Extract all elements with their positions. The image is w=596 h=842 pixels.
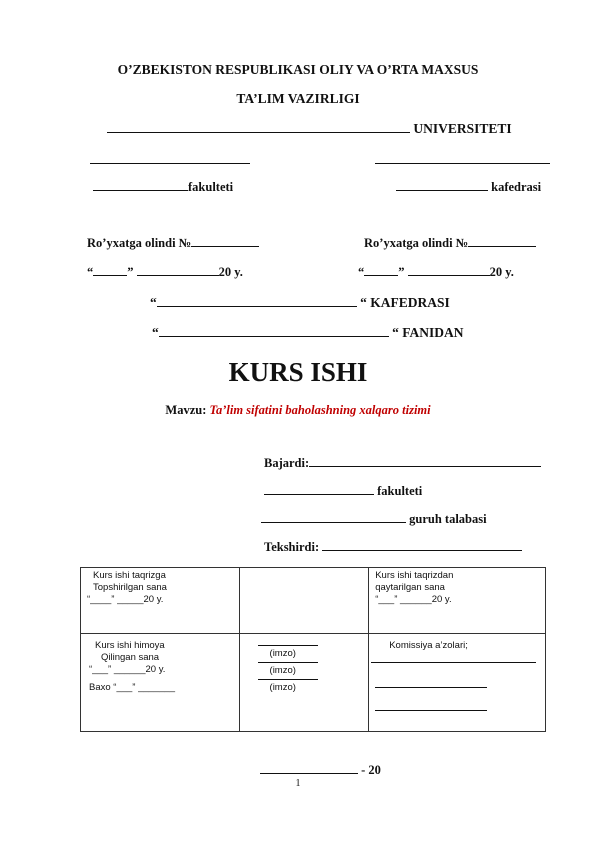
empty-cell bbox=[239, 568, 369, 634]
defense-date[interactable]: “___” ______20 y. bbox=[89, 664, 166, 675]
year-blank[interactable] bbox=[260, 772, 358, 774]
executor-group-blank[interactable] bbox=[261, 521, 406, 523]
subject-title-suffix: “ FANIDAN bbox=[392, 325, 464, 340]
subject-title-blank[interactable] bbox=[159, 335, 389, 337]
defense-date-cell bbox=[81, 634, 240, 732]
faculty-blank[interactable] bbox=[93, 189, 188, 191]
university-line bbox=[107, 121, 512, 137]
topic-value: Ta’lim sifatini baholashning xalqaro tizimi bbox=[209, 403, 431, 417]
signatures-cell bbox=[239, 634, 369, 732]
registration-left bbox=[87, 236, 259, 251]
page-number: 1 bbox=[295, 778, 301, 789]
commission-cell bbox=[369, 634, 546, 732]
submission-label-2: Topshirilgan sana bbox=[93, 582, 167, 593]
executor-line bbox=[264, 456, 541, 471]
checked-name-blank[interactable] bbox=[322, 549, 522, 551]
close-quote: ” bbox=[127, 265, 134, 279]
executor-faculty-line bbox=[264, 484, 422, 499]
department-title-blank[interactable] bbox=[157, 305, 357, 307]
open-quote: “ bbox=[358, 265, 365, 279]
close-quote: ” bbox=[398, 265, 405, 279]
day-blank[interactable] bbox=[364, 274, 398, 276]
month-blank[interactable] bbox=[137, 274, 219, 276]
registration-right bbox=[364, 236, 536, 251]
return-label-1: Kurs ishi taqrizdan bbox=[375, 570, 454, 581]
document-title: KURS ISHI bbox=[228, 357, 368, 387]
checked-label: Tekshirdi: bbox=[264, 540, 320, 554]
month-blank[interactable] bbox=[408, 274, 490, 276]
faculty-suffix: fakulteti bbox=[188, 180, 234, 194]
ministry-line-1: O’ZBEKISTON RESPUBLIKASI OLIY VA O’RTA MAXSUS bbox=[117, 62, 479, 77]
registration-right-number-blank[interactable] bbox=[468, 245, 536, 247]
signature-blank-3[interactable] bbox=[258, 677, 318, 680]
executor-group-suffix: guruh talabasi bbox=[409, 512, 487, 526]
registration-left-number-blank[interactable] bbox=[191, 245, 259, 247]
subject-title-line bbox=[152, 325, 464, 341]
executor-label: Bajardi: bbox=[264, 456, 310, 470]
signature-blank-2[interactable] bbox=[258, 660, 318, 663]
registration-left-label: Ro’yxatga olindi № bbox=[87, 236, 192, 250]
registration-right-date bbox=[358, 265, 514, 280]
return-date[interactable]: “___” ______20 y. bbox=[375, 594, 452, 605]
executor-faculty-blank[interactable] bbox=[264, 493, 374, 495]
submission-date[interactable]: “____” _____20 y. bbox=[87, 594, 164, 605]
registration-right-label: Ro’yxatga olindi № bbox=[364, 236, 469, 250]
year-line bbox=[260, 763, 381, 778]
faculty-line bbox=[93, 180, 233, 195]
department-title-suffix: “ KAFEDRASI bbox=[360, 295, 450, 310]
year-text: 20 y. bbox=[489, 265, 514, 279]
right-blank-line[interactable] bbox=[375, 163, 550, 164]
review-table bbox=[80, 567, 546, 732]
checked-line bbox=[264, 540, 522, 555]
commission-blank-2[interactable] bbox=[375, 687, 487, 688]
return-date-cell bbox=[369, 568, 546, 634]
defense-label-2: Qilingan sana bbox=[101, 652, 160, 663]
commission-blank-3[interactable] bbox=[375, 710, 487, 711]
return-label-2: qaytarilgan sana bbox=[375, 582, 445, 593]
commission-label: Komissiya a’zolari; bbox=[389, 640, 468, 651]
executor-faculty-suffix: fakulteti bbox=[377, 484, 423, 498]
grade-line[interactable]: Baxo “___” _______ bbox=[89, 682, 176, 693]
university-suffix: UNIVERSITETI bbox=[413, 121, 512, 136]
topic-label: Mavzu: bbox=[165, 403, 207, 417]
submission-date-cell bbox=[81, 568, 240, 634]
submission-label-1: Kurs ishi taqrizga bbox=[93, 570, 166, 581]
signature-label-3: (imzo) bbox=[269, 682, 296, 693]
left-blank-line[interactable] bbox=[90, 163, 250, 164]
signature-blank-1[interactable] bbox=[258, 641, 318, 646]
open-quote: “ bbox=[87, 265, 94, 279]
signature-label-2: (imzo) bbox=[269, 665, 296, 676]
commission-blank-1[interactable] bbox=[371, 662, 536, 663]
department-blank[interactable] bbox=[396, 189, 488, 191]
open-quote: “ bbox=[150, 295, 157, 310]
defense-label-1: Kurs ishi himoya bbox=[95, 640, 165, 651]
open-quote: “ bbox=[152, 325, 159, 340]
department-title-line bbox=[150, 295, 450, 311]
department-suffix: kafedrasi bbox=[491, 180, 542, 194]
topic-line bbox=[0, 403, 596, 418]
executor-name-blank[interactable] bbox=[309, 465, 541, 467]
year-text: 20 y. bbox=[218, 265, 243, 279]
signature-label-1: (imzo) bbox=[269, 648, 296, 659]
registration-left-date bbox=[87, 265, 243, 280]
ministry-line-2: TA’LIM VAZIRLIGI bbox=[236, 91, 360, 106]
year-suffix: - 20 bbox=[361, 763, 381, 777]
executor-group-line bbox=[261, 512, 487, 527]
department-name-line bbox=[396, 180, 541, 195]
day-blank[interactable] bbox=[93, 274, 127, 276]
university-blank[interactable] bbox=[107, 131, 410, 133]
